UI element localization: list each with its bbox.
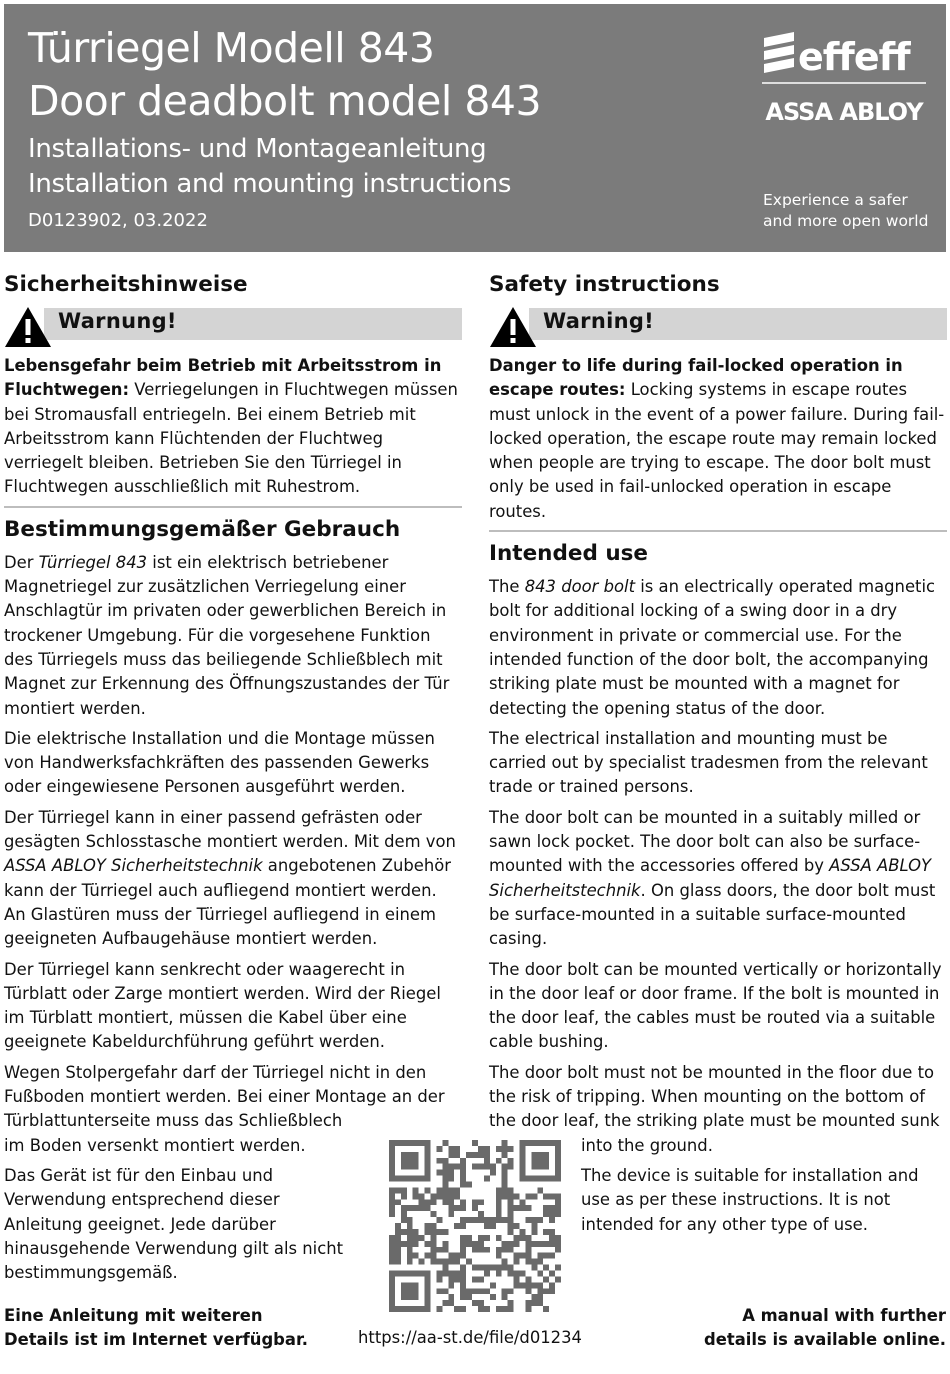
paragraph-2-en: The electrical installation and mounting must be carried out by specialist tradesmen from the relevant trade or trained persons. [489, 728, 928, 797]
note-line: details is available online. [704, 1330, 946, 1349]
qr-code[interactable] [389, 1140, 561, 1312]
company-name: ASSA ABLOY Sicherheitstechnik [4, 856, 263, 876]
warning-label-de: Warnung! [58, 309, 177, 333]
paragraph-2-de: Die elektrische Installation und die Montage müssen von Handwerksfachkräften des passenden Gewerks oder eingewiesene Personen ausgeführt werden. [4, 728, 435, 797]
section-divider [4, 506, 462, 508]
paragraph-4-en: The door bolt can be mounted vertically or horizontally in the door leaf or door frame. If the bolt is mounted in the door leaf, the cables must be routed via a suitable cable bushing. [489, 959, 942, 1052]
text: Türblattunterseite muss das Schließblech im Boden versenkt montiert werden. [4, 1111, 343, 1155]
text: . On glass doors, the door bolt must be surface-mounted in a suitable surface-mounted casing. [489, 880, 936, 949]
paragraph-3-en [489, 806, 947, 952]
note-line: Eine Anleitung mit weiteren [4, 1306, 263, 1325]
product-name: Türriegel 843 [38, 552, 148, 572]
warning-lead-en: Danger to life during fail-locked operation in escape routes: [489, 356, 903, 400]
note-line: Details ist im Internet verfügbar. [4, 1330, 308, 1349]
warning-triangle-icon [4, 306, 52, 348]
subtitle-german: Installations- und Montageanleitung [28, 134, 487, 164]
intended-use-heading-en: Intended use [489, 541, 649, 567]
text: The door bolt must not be mounted in the floor due to the risk of tripping. When mounting on the bottom of the door leaf, the striking plate must be mounted sunk [489, 1062, 940, 1131]
warning-bar-en [489, 306, 947, 340]
warning-lead-de: Lebensgefahr beim Betrieb mit Arbeitsstrom in Fluchtwegen: [4, 356, 442, 400]
company-name: ASSA ABLOY Sicherheitstechnik [489, 856, 932, 900]
paragraph-6-de: Das Gerät ist für den Einbau und Verwendung entsprechend dieser Anleitung geeignet. Jede darüber hinausgehende Verwendung gilt als nicht bestimmungsgemäß. [4, 1165, 344, 1283]
warning-bar-de [4, 306, 462, 340]
slogan [763, 190, 943, 232]
slogan-line-2: and more open world [763, 212, 929, 230]
text: Der Türriegel kann in einer passend gefrästen oder gesägten Schlosstasche montiert werden. Mit dem von [4, 807, 456, 852]
text: is an electrically operated magnetic bolt for additional locking of a swing door in a dry environment in private or commercial use. For the intended function of the door bolt, the accompanying striking plate must be mounted with a magnet for detecting the opening status of the door. [489, 577, 936, 718]
right-column-english [489, 270, 947, 1243]
svg-text:ASSA ABLOY: ASSA ABLOY [765, 98, 923, 126]
warning-body-en: Locking systems in escape routes must unlock in the event of a power failure. During fail-locked operation, the escape route may remain locked when people are trying to escape. The door bolt must only be used in fail-unlocked operation in escape routes. [489, 380, 945, 521]
document-id: D0123902, 03.2022 [28, 210, 208, 231]
warning-text-en [489, 354, 947, 524]
safety-heading-en: Safety instructions [489, 272, 720, 297]
product-name: 843 door bolt [524, 577, 636, 597]
text: Wegen Stolpergefahr darf der Türriegel nicht in den Fußboden montiert werden. Bei einer Montage an der [4, 1062, 445, 1107]
warning-triangle-icon [489, 306, 537, 348]
left-column-german [4, 270, 462, 1291]
safety-heading-de: Sicherheitshinweise [4, 272, 248, 297]
effeff-assa-abloy-logo [762, 30, 926, 130]
text: angebotenen Zubehör kann der Türriegel auch aufliegend montiert werden. An Glastüren muss der Türriegel aufliegend in einem geeigneten Aufbaugehäuse montiert werden. [4, 856, 451, 949]
warning-text-de [4, 354, 462, 500]
text: Der [4, 552, 39, 572]
manual-url-link[interactable]: https://aa-st.de/file/d01234 [358, 1328, 582, 1347]
note-line: A manual with further [742, 1306, 946, 1325]
intended-use-heading-de: Bestimmungsgemäßer Gebrauch [4, 516, 401, 542]
paragraph-4-de: Der Türriegel kann senkrecht oder waagerecht in Türblatt oder Zarge montiert werden. Wird der Riegel im Türblatt montiert, müssen die Kabel über eine geeignete Kabeldurchführung geführt werden. [4, 959, 441, 1052]
online-manual-note-de [4, 1304, 324, 1352]
section-divider [489, 530, 947, 532]
title-german: Türriegel Modell 843 [28, 24, 435, 72]
warning-body-de: Verriegelungen in Fluchtwegen müssen bei Stromausfall entriegeln. Bei einem Betrieb mit Arbeitsstrom kann Flüchtenden der Fluchtweg verriegelt bleiben. Betrieben Sie den Türriegel in Fluchtwegen ausschließlich mit Ruhestrom. [4, 380, 458, 497]
svg-text:effeff: effeff [798, 35, 910, 79]
text: The door bolt can be mounted in a suitably milled or sawn lock pocket. The door bolt can also be surface-mounted with the accessories offered by [489, 807, 921, 876]
text: ist ein elektrisch betriebener Magnetriegel zur zusätzlichen Verriegelung einer Anschlagtür im privaten oder gewerblichen Bereich in trockener Umgebung. Für die vorgesehene Funktion des Türriegels muss das beiliegende Schließblech mit Magnet zur Erkennung des Öffnungszustandes der Tür montiert werden. [4, 552, 450, 718]
paragraph-1-en [489, 575, 947, 721]
title-english: Door deadbolt model 843 [28, 77, 542, 125]
online-manual-note-en [626, 1304, 946, 1352]
paragraph-6-en: The device is suitable for installation and use as per these instructions. It is not intended for any other type of use. [581, 1165, 919, 1234]
paragraph-1-de [4, 551, 462, 721]
subtitle-english: Installation and mounting instructions [28, 169, 512, 199]
slogan-line-1: Experience a safer [763, 191, 908, 209]
warning-label-en: Warning! [543, 309, 655, 333]
paragraph-3-de [4, 806, 462, 952]
text: The [489, 577, 525, 597]
text: into the ground. [581, 1135, 713, 1155]
header-banner [4, 4, 946, 252]
